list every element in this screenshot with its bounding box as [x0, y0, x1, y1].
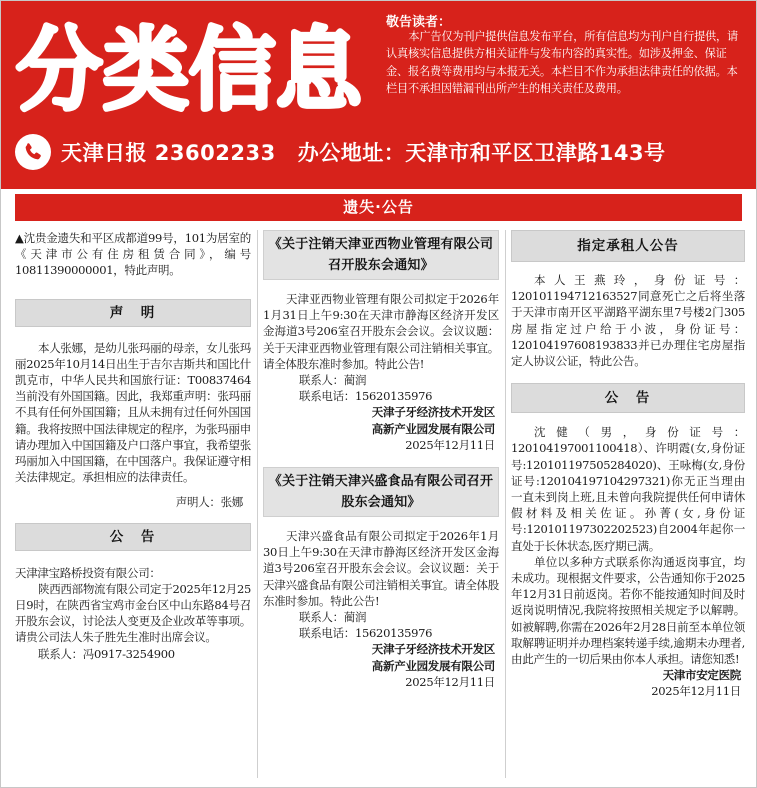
phone-label: 天津日报 23602233	[61, 141, 276, 165]
announcement2-date: 2025年12月11日	[651, 684, 741, 699]
address-label: 办公地址：天津市和平区卫津路143号	[297, 141, 666, 165]
banner-title	[13, 17, 365, 113]
banner	[1, 1, 757, 189]
notice1-phone: 联系电话：15620135976	[299, 389, 433, 404]
banner-title-text: 分类信息	[16, 18, 363, 113]
designation-heading: 指定承租人公告	[511, 230, 745, 262]
designation-body: 本人王燕玲，身份证号：120101194712163527同意死亡之后将坐落于天津市南开区平湖路平湖东里7号楼2门305房屋指定过户给于小波，身份证号：120104197608193833并已办理住宅房屋指定人协议公证，特此公告。	[511, 273, 745, 369]
notice1-title: 《关于注销天津亚西物业管理有限公司召开股东会通知》	[263, 230, 499, 280]
announcement2-body1: 沈健（男，身份证号：120104197001100418）、许明霞(女,身份证号:120101197505284020)、王咏梅(女,身份证号:120104197104297321)你无正当理由一直未到岗上班,且未曾向我院提供任何申请休假材料及相关佐证。孙菁(女,身份证号:120101197302202523)自2004年起你一直处于长休状态,医疗期已满。	[511, 425, 745, 553]
notice2-date: 2025年12月11日	[405, 674, 495, 689]
statement-body: 本人张娜，是幼儿张玛丽的母亲，女儿张玛丽2025年10月14日出生于吉尔吉斯共和国比什凯克市，中华人民共和国旅行证：T00837464当前没有外国国籍。因此，我郑重声明：张玛丽不具有任何外国国籍；且从未拥有过任何外国国籍。我将按照中国法律规定的程序，为张玛丽申请办理加入中国国籍及户口落户事宜，我希望张玛丽加入中国国籍，在中国落户。我保证遵守相关法律规定。承担相应的法律责任。	[15, 340, 251, 485]
statement-signature: 声明人：张娜	[175, 495, 243, 510]
announcement2-body2: 单位以多种方式联系你沟通返岗事宜，均未成功。现根据文件要求，公告通知你于2025年12月31日前返岗。若你不能按通知时间及时返岗说明情况,我院将按照相关规定予以解聘。如被解聘,你需在2026年2月28日前至本单位领取解聘证明并办理档案转递手续,逾期未办理者,由此产生的一切后果由你本人承担。请您知悉!	[511, 554, 745, 667]
column-divider	[257, 230, 258, 778]
announcement2-heading: 公 告	[511, 383, 745, 413]
announcement2-org: 天津市安定医院	[662, 668, 741, 683]
notice2-org1: 天津子牙经济技术开发区	[371, 642, 495, 657]
notice2-title: 《关于注销天津兴盛食品有限公司召开股东会通知》	[263, 467, 499, 517]
notice2-contact: 联系人：蔺润	[299, 610, 367, 625]
column-1	[15, 230, 251, 662]
notice1-org1: 天津子牙经济技术开发区	[371, 405, 495, 420]
notice1-org2: 高新产业园发展有限公司	[371, 421, 495, 436]
contact-row	[15, 132, 688, 172]
notice-text: 本广告仅为刊户提供信息发布平台，所有信息均为刊户自行提供，请认真核实信息提供方相关证件与发布内容的真实性。如涉及押金、保证金、报名费等费用均与本报无关。本栏目不作为承担法律责任的依据。本栏目不承担因错漏刊出所产生的相关责任及费用。	[386, 30, 739, 96]
lost-notice: ▲沈贵金遗失和平区成都道99号，101为居室的《天津市公有住房租赁合同》，编号10811390000001，特此声明。	[15, 231, 251, 278]
announcement-heading: 公 告	[15, 523, 251, 551]
column-3	[511, 230, 745, 700]
column-2	[263, 230, 499, 690]
notice-heading: 敬告读者：	[386, 15, 452, 30]
section-title: 遗失·公告	[15, 194, 742, 221]
notice1-date: 2025年12月11日	[405, 437, 495, 452]
phone-icon	[15, 134, 51, 170]
announcement-addressee: 天津津宝路桥投资有限公司：	[15, 565, 161, 580]
announcement-contact: 联系人：冯0917-3254900	[38, 646, 175, 661]
notice1-contact: 联系人：蔺润	[299, 373, 367, 388]
announcement-body: 陕西西部物流有限公司定于2025年12月25日9时，在陕西省宝鸡市金台区中山东路84号召开股东会议，讨论法人变更及企业改革等事项。请贵公司法人朱子胜先生准时出席会议。	[15, 581, 251, 645]
statement-heading: 声 明	[15, 299, 251, 327]
notice2-body: 天津兴盛食品有限公司拟定于2026年1月30日上午9:30在天津市静海区经济开发区金海道3号206室召开股东会会议。会议议题：关于天津兴盛食品有限公司注销相关事宜。请全体股东准时参加。特此公告!	[263, 529, 499, 608]
notice2-phone: 联系电话：15620135976	[299, 626, 433, 641]
notice1-body: 天津亚西物业管理有限公司拟定于2026年1月31日上午9:30在天津市静海区经济开发区金海道3号206室召开股东会会议。会议议题：关于天津亚西物业管理有限公司注销相关事宜。请全体股东准时参加。特此公告!	[263, 292, 499, 371]
column-divider	[505, 230, 506, 778]
notice2-org2: 高新产业园发展有限公司	[371, 658, 495, 673]
